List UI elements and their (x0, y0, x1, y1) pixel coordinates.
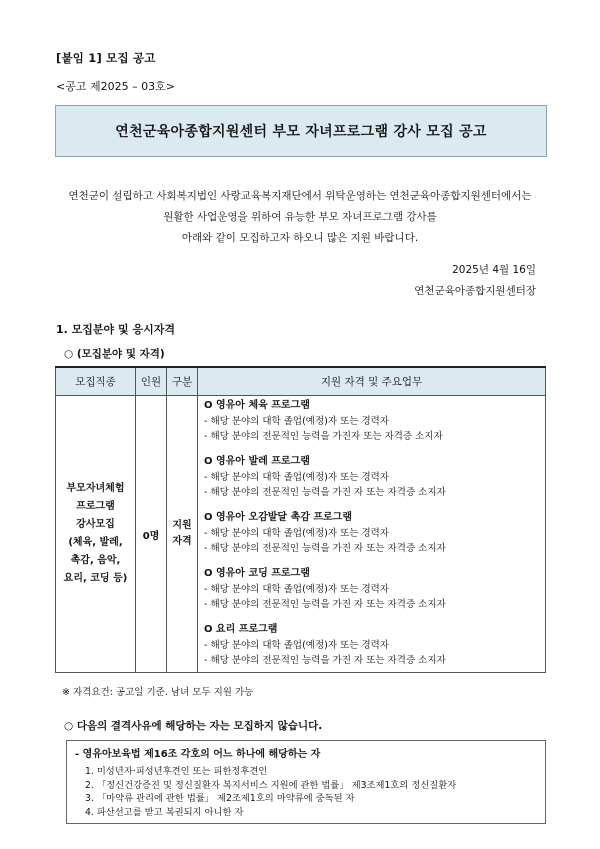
attachment-label: [붙임 1] 모집 공고 (56, 51, 156, 65)
eligibility-note: ※ 자격요건: 공고일 기준. 남녀 모두 지원 가능 (62, 687, 254, 698)
program-block (204, 398, 539, 444)
program-requirement: - 해당 분야의 대학 졸업(예정)자 또는 경력자 (204, 640, 389, 651)
list-item: 3. 「마약류 관리에 관한 법률」 제2조제1호의 마약류에 중독된 자 (85, 793, 355, 804)
list-item: 4. 파산선고를 받고 복권되지 아니한 자 (85, 806, 244, 818)
program-block (204, 622, 539, 668)
intro-line: 연천군이 설립하고 사회복지법인 사랑교육복지재단에서 위탁운영하는 연천군육아종합지원센터에서는 (68, 190, 532, 202)
program-block (204, 454, 539, 500)
header-count: 인원 (136, 367, 167, 396)
header-qualifications: 지원 자격 및 주요업무 (198, 367, 546, 396)
job-type-line: 프로그램 (76, 501, 115, 512)
table-header-row (56, 367, 546, 396)
program-title: O 영유아 발레 프로그램 (204, 456, 310, 467)
intro-line: 원활한 사업운영을 위하여 유능한 부모 자녀프로그램 강사를 (163, 211, 437, 223)
program-requirement: - 해당 분야의 전문적인 능력을 가진 자 또는 자격증 소지자 (204, 599, 446, 610)
program-block (204, 566, 539, 612)
disqualification-box-heading: - 영유아보육법 제16조 각호의 어느 하나에 해당하는 자 (75, 749, 321, 760)
program-requirement: - 해당 분야의 대학 졸업(예정)자 또는 경력자 (204, 416, 389, 427)
page-title: 연천군육아종합지원센터 부모 자녀프로그램 강사 모집 공고 (115, 124, 487, 140)
header-category: 구분 (167, 367, 198, 396)
program-title: O 영유아 코딩 프로그램 (204, 568, 310, 579)
program-title: O 영유아 오감발달 촉감 프로그램 (204, 512, 353, 523)
program-requirement: - 해당 분야의 전문적인 능력을 가진 자 또는 자격증 소지자 (204, 543, 446, 554)
list-item: 2. 「정신건강증진 및 정신질환자 복지서비스 지원에 관한 법률」 제3조제1호의 정신질환자 (85, 779, 457, 791)
issuer-name: 연천군육아종합지원센터장 (414, 285, 536, 297)
disqualification-box (66, 740, 546, 824)
program-title: O 요리 프로그램 (204, 624, 278, 635)
program-requirement: - 해당 분야의 전문적인 능력을 가진 자 또는 자격증 소지자 (204, 487, 446, 498)
category-line: 지원 (172, 520, 192, 531)
program-title: O 영유아 체육 프로그램 (204, 400, 310, 411)
job-type-line: 촉감, 음악, (70, 555, 121, 566)
category-line: 자격 (172, 536, 192, 547)
notice-number: <공고 제2025 – 03호> (56, 80, 175, 93)
job-type-cell (56, 396, 136, 673)
intro-line: 아래와 같이 모집하고자 하오니 많은 지원 바랍니다. (181, 232, 419, 244)
disqualification-heading: ○ 다음의 결격사유에 해당하는 자는 모집하지 않습니다. (64, 720, 323, 732)
recruitment-table (55, 366, 546, 673)
program-requirement: - 해당 분야의 대학 졸업(예정)자 또는 경력자 (204, 472, 389, 483)
intro-paragraph (60, 186, 540, 249)
count-cell: 0명 (136, 396, 167, 673)
program-requirement: - 해당 분야의 전문적인 능력을 가진자 또는 자격증 소지자 (204, 431, 443, 442)
program-block (204, 510, 539, 556)
job-type-line: 부모자녀체험 (66, 483, 125, 494)
job-type-line: 요리, 코딩 등) (63, 573, 128, 584)
program-requirement: - 해당 분야의 대학 졸업(예정)자 또는 경력자 (204, 584, 389, 595)
table-row (56, 396, 546, 673)
disqualification-list (85, 765, 456, 819)
program-requirement: - 해당 분야의 대학 졸업(예정)자 또는 경력자 (204, 528, 389, 539)
section-subheading: ○ (모집분야 및 자격) (64, 348, 165, 360)
header-job-type: 모집직종 (56, 367, 136, 396)
job-type-line: 강사모집 (76, 519, 115, 530)
section-heading: 1. 모집분야 및 응시자격 (56, 323, 175, 336)
qualifications-cell (198, 396, 546, 673)
list-item: 1. 미성년자·피성년후견인 또는 피한정후견인 (85, 766, 268, 777)
category-cell (167, 396, 198, 673)
job-type-line: (체육, 발레, (68, 537, 123, 548)
title-banner (55, 105, 547, 157)
program-requirement: - 해당 분야의 전문적인 능력을 가진 자 또는 자격증 소지자 (204, 655, 446, 666)
notice-date: 2025년 4월 16일 (452, 264, 536, 276)
